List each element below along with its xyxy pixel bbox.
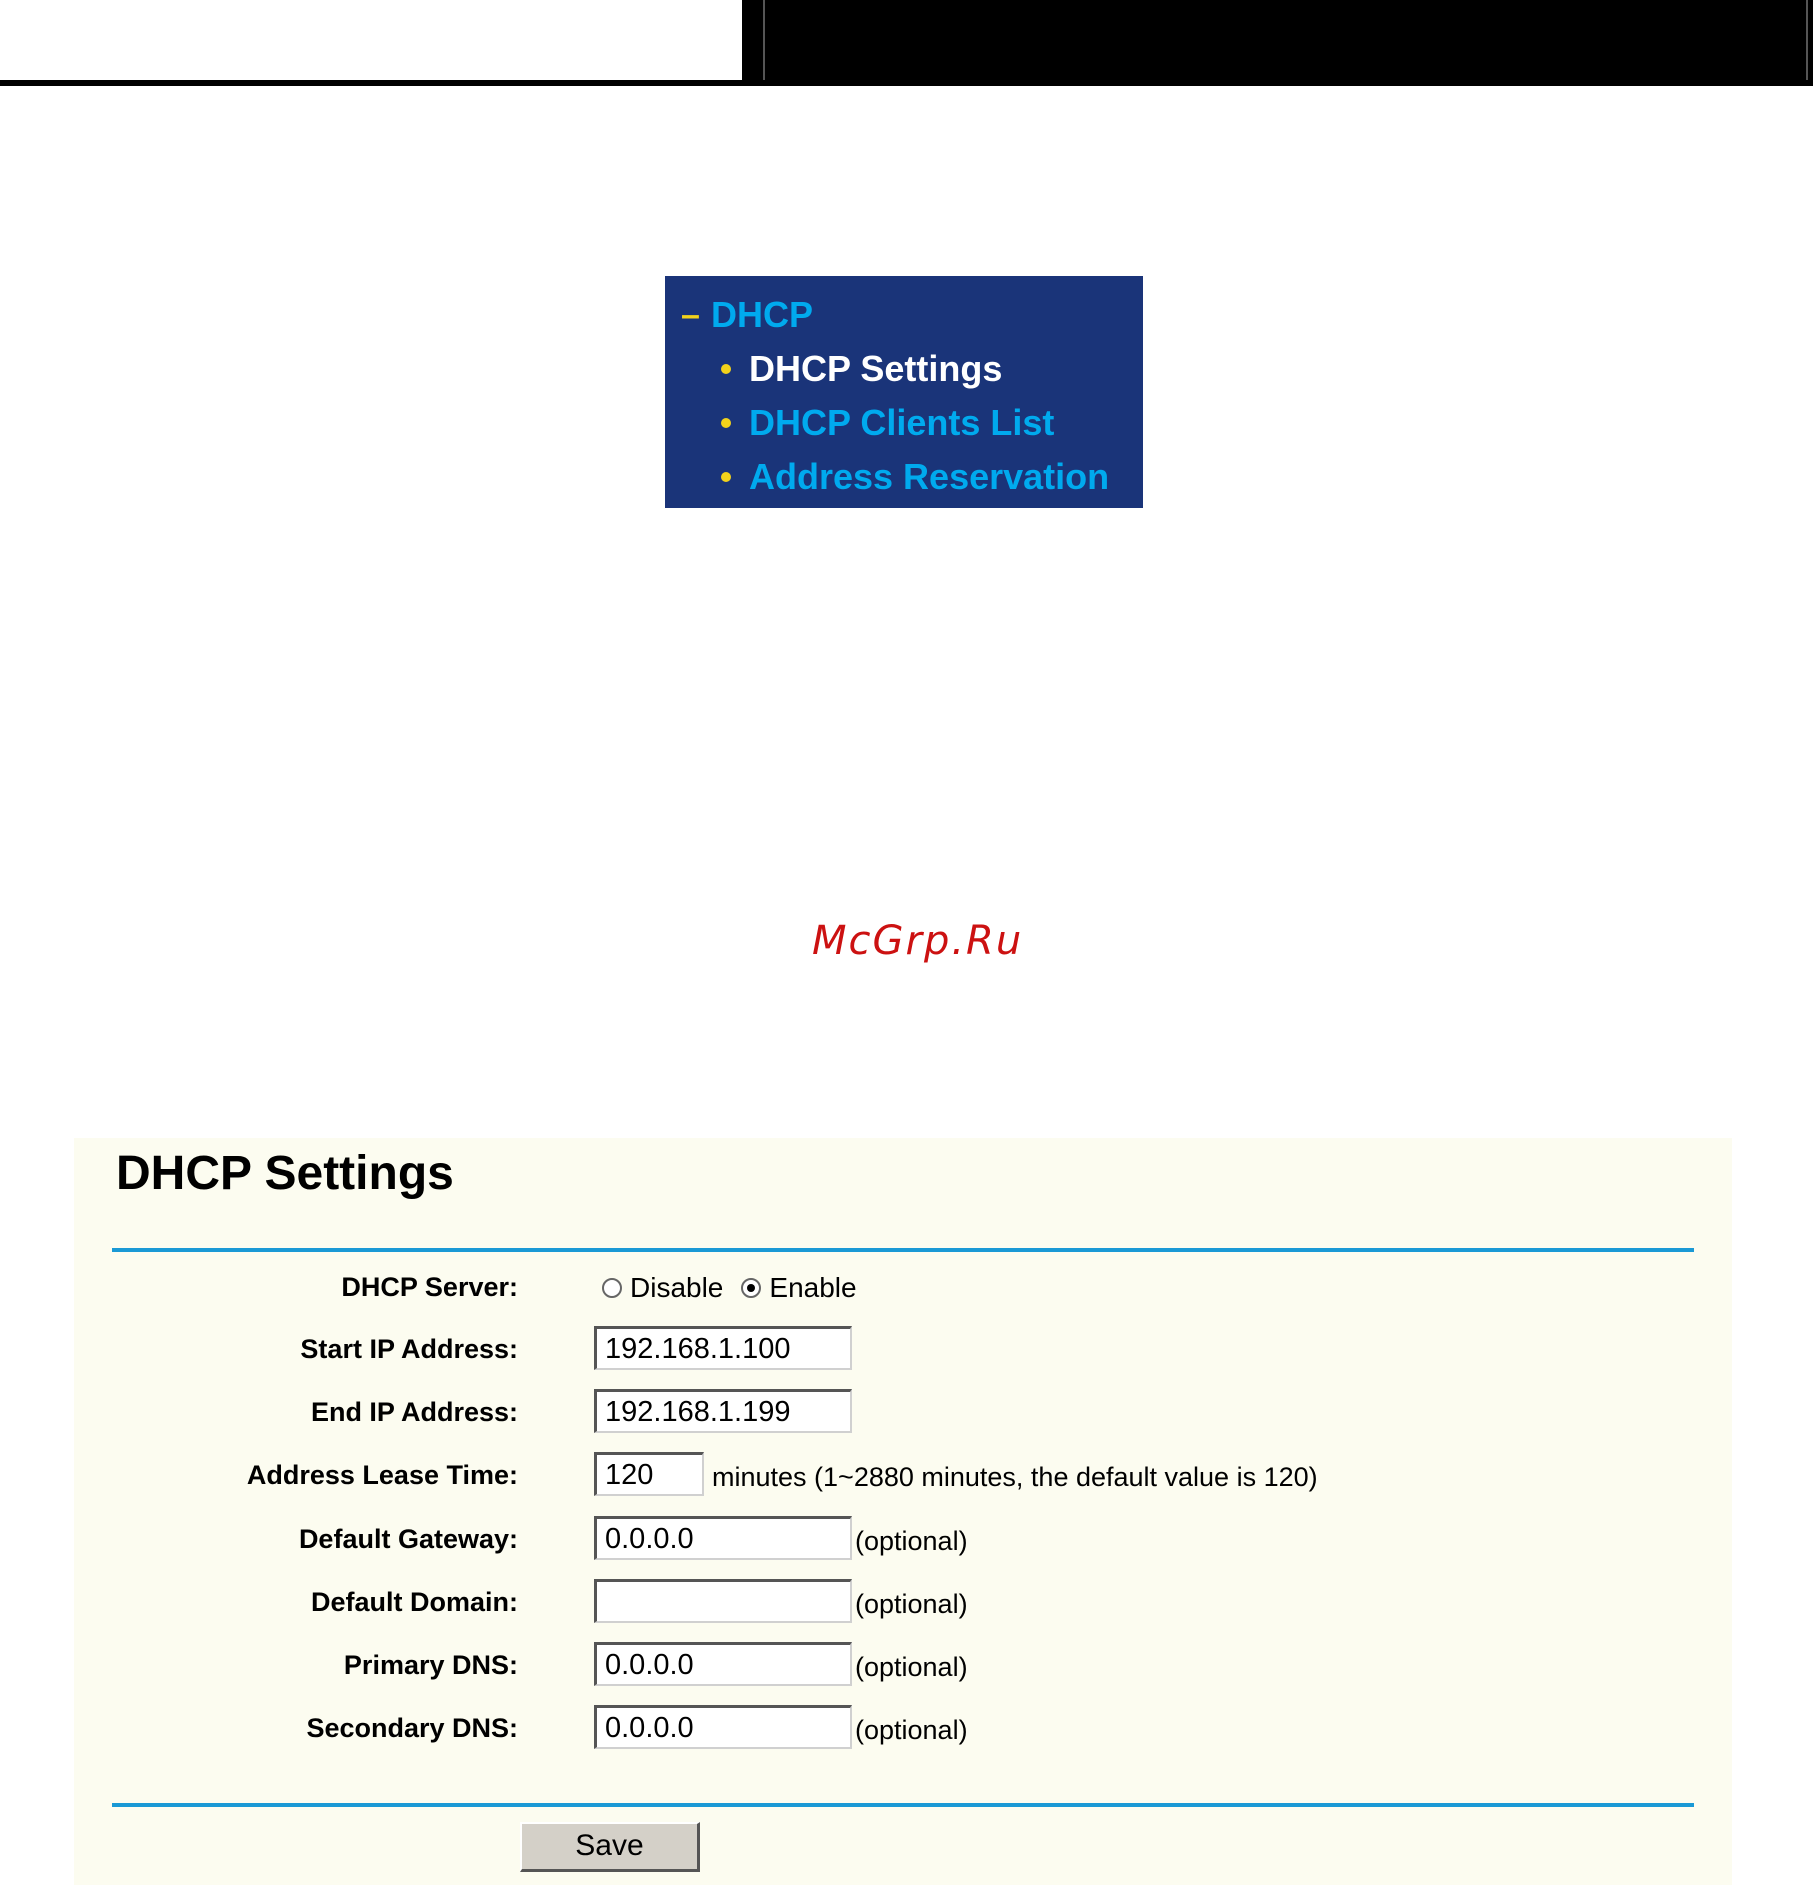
collapse-minus-icon: – (681, 295, 700, 334)
menu-item-dhcp-settings[interactable] (665, 342, 1143, 396)
start-ip-input[interactable]: 192.168.1.100 (594, 1326, 852, 1370)
page-title: DHCP Settings (116, 1147, 454, 1200)
lease-time-note: minutes (1~2880 minutes, the default value is 120) (712, 1462, 1318, 1492)
menu-item-dhcp-clients-list[interactable] (665, 396, 1143, 450)
end-ip-label: End IP Address: (310, 1397, 518, 1427)
default-gateway-input[interactable]: 0.0.0.0 (594, 1516, 852, 1560)
menu-item-label: DHCP Settings (749, 348, 1003, 389)
disable-radio-label: Disable (630, 1272, 724, 1303)
header-rule (0, 80, 1813, 86)
menu-item-label: DHCP Clients List (749, 402, 1055, 443)
top-divider (112, 1248, 1694, 1252)
default-gateway-note: (optional) (855, 1526, 968, 1556)
bullet-icon (721, 418, 731, 428)
enable-radio[interactable] (741, 1278, 761, 1298)
dhcp-server-label: DHCP Server: (341, 1272, 518, 1302)
menu-item-address-reservation[interactable] (665, 450, 1143, 504)
lease-time-label: Address Lease Time: (246, 1460, 518, 1490)
primary-dns-label: Primary DNS: (343, 1650, 518, 1680)
save-button[interactable]: Save (520, 1822, 700, 1872)
bullet-icon (721, 364, 731, 374)
disable-radio[interactable] (602, 1278, 622, 1298)
dhcp-menu (665, 276, 1143, 508)
secondary-dns-note: (optional) (855, 1715, 968, 1745)
menu-header-dhcp[interactable] (665, 288, 1143, 342)
default-gateway-label: Default Gateway: (298, 1524, 518, 1554)
default-domain-note: (optional) (855, 1589, 968, 1619)
secondary-dns-label: Secondary DNS: (306, 1713, 518, 1743)
default-domain-input[interactable] (594, 1579, 852, 1623)
bottom-divider (112, 1803, 1694, 1807)
end-ip-input[interactable]: 192.168.1.199 (594, 1389, 852, 1433)
enable-radio-label: Enable (769, 1272, 857, 1303)
primary-dns-note: (optional) (855, 1652, 968, 1682)
secondary-dns-input[interactable]: 0.0.0.0 (594, 1705, 852, 1749)
default-domain-label: Default Domain: (310, 1587, 518, 1617)
dhcp-settings-panel (74, 1138, 1732, 1885)
start-ip-label: Start IP Address: (300, 1334, 518, 1364)
primary-dns-input[interactable]: 0.0.0.0 (594, 1642, 852, 1686)
dhcp-server-radio-group (602, 1272, 857, 1304)
bullet-icon (721, 472, 731, 482)
menu-item-label: Address Reservation (749, 456, 1110, 497)
header-black-bar-frame (763, 0, 1808, 80)
lease-time-input[interactable]: 120 (594, 1452, 704, 1496)
menu-header-label: DHCP (711, 294, 814, 335)
watermark-text: McGrp.Ru (812, 918, 1024, 964)
